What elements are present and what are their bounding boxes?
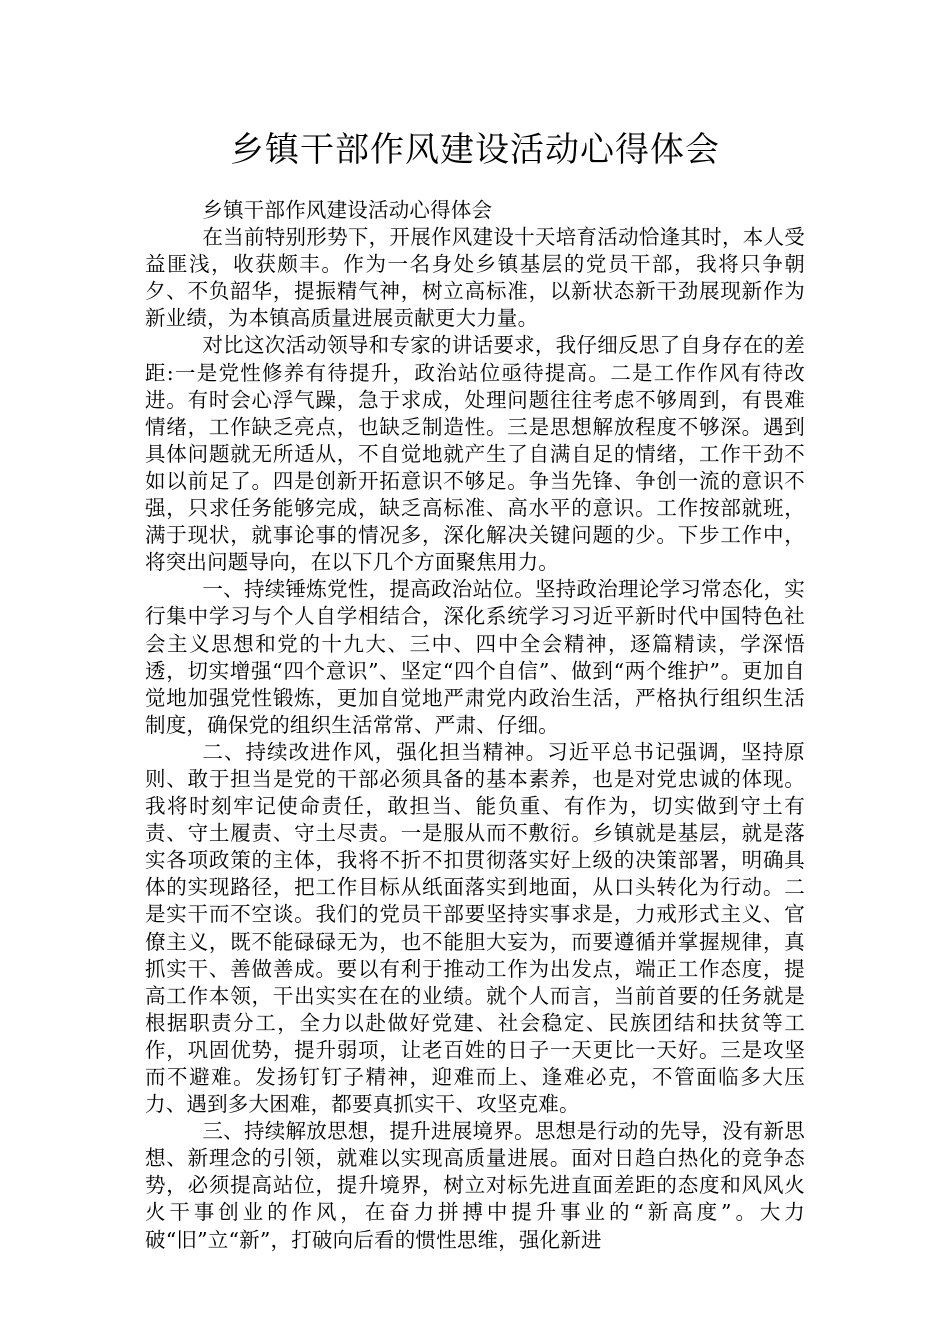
document-body (145, 197, 805, 1254)
paragraph-point-one: 一、持续锤炼党性，提高政治站位。坚持政治理论学习常态化，实行集中学习与个人自学相结合，深化系统学习习近平新时代中国特色社会主义思想和党的十九大、三中、四中全会精神，逐篇精读，学深悟透，切实增强“四个意识”、坚定“四个自信”、做到“两个维护”。更加自觉地加强党性锻炼，更加自觉地严肃党内政治生活，严格执行组织生活制度，确保党的组织生活常常、严肃、仔细。 (145, 577, 805, 737)
paragraph-reflection: 对比这次活动领导和专家的讲话要求，我仔细反思了自身存在的差距:一是党性修养有待提升，政治站位亟待提高。二是工作作风有待改进。有时会心浮气躁，急于求成，处理问题往往考虑不够周到，有畏难情绪，工作缺乏亮点，也缺乏制造性。三是思想解放程度不够深。遇到具体问题就无所适从，不自觉地就产生了自满自足的情绪，工作干劲不如以前足了。四是创新开拓意识不够足。争当先锋、争创一流的意识不强，只求任务能够完成，缺乏高标准、高水平的意识。工作按部就班，满于现状，就事论事的情况多，深化解决关键问题的少。下步工作中，将突出问题导向，在以下几个方面聚焦用力。 (145, 333, 805, 575)
document-title: 乡镇干部作风建设活动心得体会 (230, 130, 720, 170)
paragraph-intro: 在当前特别形势下，开展作风建设十天培育活动恰逢其时，本人受益匪浅，收获颇丰。作为一名身处乡镇基层的党员干部，我将只争朝夕、不负韶华，提振精气神，树立高标准，以新状态新干劲展现新作为新业绩，为本镇高质量进展贡献更大力量。 (145, 225, 805, 331)
paragraph-subtitle: 乡镇干部作风建设活动心得体会 (202, 198, 493, 222)
paragraph-point-three: 三、持续解放思想，提升进展境界。思想是行动的先导，没有新思想、新理念的引领，就难以实现高质量进展。面对日趋白热化的竞争态势，必须提高站位，提升境界，树立对标先进直面差距的态度和风风火火干事创业的作风，在奋力拼搏中提升事业的“新高度”。大力破“旧”立“新”，打破向后看的惯性思维，强化新进 (145, 1119, 805, 1252)
paragraph-point-two: 二、持续改进作风，强化担当精神。习近平总书记强调，坚持原则、敢于担当是党的干部必须具备的基本素养，也是对党忠诚的体现。我将时刻牢记使命责任，敢担当、能负重、有作为，切实做到守土有责、守土履责、守土尽责。一是服从而不敷衍。乡镇就是基层，就是落实各项政策的主体，我将不折不扣贯彻落实好上级的决策部署，明确具体的实现路径，把工作目标从纸面落实到地面，从口头转化为行动。二是实干而不空谈。我们的党员干部要坚持实事求是，力戒形式主义、官僚主义，既不能碌碌无为，也不能胆大妄为，而要遵循并掌握规律，真抓实干、善做善成。要以有利于推动工作为出发点，端正工作态度，提高工作本领，干出实实在在的业绩。就个人而言，当前首要的任务就是根据职责分工，全力以赴做好党建、社会稳定、民族团结和扶贫等工作，巩固优势，提升弱项，让老百姓的日子一天更比一天好。三是攻坚而不避难。发扬钉钉子精神，迎难而上、逢难必克，不管面临多大压力、遇到多大困难，都要真抓实干、攻坚克难。 (145, 739, 805, 1117)
